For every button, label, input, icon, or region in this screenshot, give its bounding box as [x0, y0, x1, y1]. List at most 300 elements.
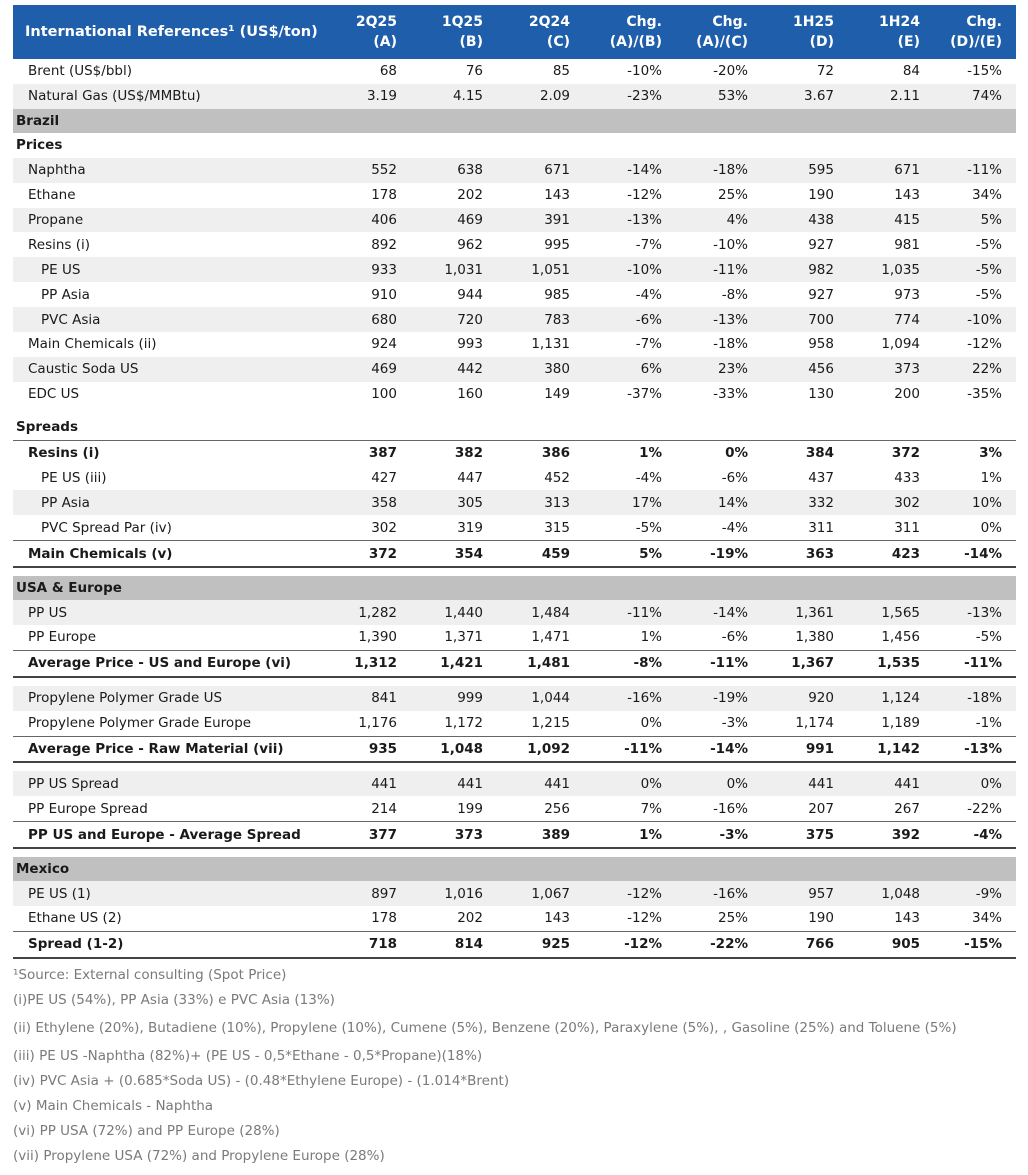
row-label: Caustic Soda US — [13, 357, 318, 382]
table-row — [13, 881, 1016, 906]
table-cell: 459 — [497, 541, 584, 567]
table-cell: 311 — [894, 519, 920, 536]
table-cell: 441 — [411, 771, 497, 796]
table-cell: -4% — [934, 822, 1016, 848]
table-row — [13, 541, 1016, 567]
row-label: Average Price - US and Europe (vi) — [13, 650, 318, 676]
table-cell: 958 — [808, 336, 834, 353]
table-cell: 1,067 — [497, 881, 584, 906]
footnote: (ii) Ethylene (20%), Butadiene (10%), Propylene (10%), Cumene (5%), Benzene (20%), Paraxylene (5%), , Gasoline (25%) and Toluene (5%) — [13, 1019, 957, 1036]
table-row — [13, 183, 1016, 208]
table-cell: 1,172 — [444, 715, 483, 732]
table-cell: 373 — [848, 357, 934, 382]
table-cell: 84 — [902, 63, 920, 80]
table-cell: 423 — [848, 541, 934, 567]
table-cell: -16% — [584, 686, 676, 711]
row-label: PP Asia — [41, 286, 90, 303]
table-row — [13, 736, 1016, 762]
table-cell: 441 — [497, 771, 584, 796]
row-label: Brent (US$/bbl) — [28, 63, 132, 80]
table-cell: 1% — [980, 470, 1002, 487]
table-cell: -8% — [584, 650, 676, 676]
row-label: Natural Gas (US$/MMBtu) — [13, 84, 318, 109]
row-label: PE US — [13, 257, 318, 282]
table-cell: -12% — [584, 931, 676, 957]
table-cell: 363 — [762, 541, 848, 567]
table-cell: 957 — [762, 881, 848, 906]
table-cell: -12% — [627, 910, 662, 927]
table-cell: 25% — [717, 910, 748, 927]
table-cell: 313 — [497, 490, 584, 515]
table-cell: -11% — [584, 600, 676, 625]
table-cell: 74% — [934, 84, 1016, 109]
references-table-container — [13, 5, 1016, 1169]
table-cell: 415 — [848, 208, 934, 233]
table-cell: 905 — [848, 931, 934, 957]
table-cell: 783 — [497, 307, 584, 332]
table-cell: -6% — [721, 470, 748, 487]
table-cell: -12% — [584, 881, 676, 906]
col-header-1q25: 1Q25 (B) — [411, 5, 497, 59]
table-cell: -22% — [967, 800, 1002, 817]
table-cell: 0% — [584, 771, 676, 796]
table-cell: 469 — [411, 208, 497, 233]
table-cell: 311 — [808, 519, 834, 536]
table-cell: 720 — [411, 307, 497, 332]
footnote: ¹Source: External consulting (Spot Price) — [13, 966, 287, 983]
table-cell: 178 — [371, 910, 397, 927]
row-label: Brazil — [13, 109, 1016, 133]
table-cell: -4% — [721, 519, 748, 536]
table-cell: 920 — [762, 686, 848, 711]
table-cell: 267 — [894, 800, 920, 817]
table-title: International References¹ (US$/ton) — [13, 5, 318, 59]
table-cell: 814 — [411, 931, 497, 957]
table-cell: -1% — [975, 715, 1002, 732]
table-cell: 962 — [457, 236, 483, 253]
table-cell: 438 — [762, 208, 848, 233]
table-cell: 22% — [934, 357, 1016, 382]
table-row — [13, 625, 1016, 650]
table-cell: 25% — [717, 187, 748, 204]
row-label: PP US Spread — [13, 771, 318, 796]
footnote: (vi) PP USA (72%) and PP Europe (28%) — [13, 1122, 280, 1139]
table-cell: -11% — [584, 736, 676, 762]
table-row — [13, 822, 1016, 848]
table-cell: 1,044 — [497, 686, 584, 711]
table-cell: 1,016 — [411, 881, 497, 906]
table-cell: 34% — [971, 187, 1002, 204]
table-cell: -5% — [934, 257, 1016, 282]
table-cell: 202 — [457, 187, 483, 204]
table-cell: 1,456 — [881, 629, 920, 646]
table-cell: 1,390 — [358, 629, 397, 646]
table-cell: 375 — [762, 822, 848, 848]
table-cell: 143 — [894, 187, 920, 204]
row-label: EDC US — [28, 386, 80, 403]
table-cell: 1,174 — [795, 715, 834, 732]
table-cell: -37% — [627, 386, 662, 403]
table-cell: -23% — [584, 84, 676, 109]
row-label: PP US and Europe - Average Spread — [13, 822, 318, 848]
row-label: Main Chemicals (v) — [13, 541, 318, 567]
table-cell: 1,031 — [411, 257, 497, 282]
table-cell: 373 — [411, 822, 497, 848]
table-cell: 441 — [848, 771, 934, 796]
table-cell: 302 — [848, 490, 934, 515]
table-cell: 638 — [411, 158, 497, 183]
table-cell: 1,094 — [881, 336, 920, 353]
table-cell: 149 — [544, 386, 570, 403]
table-cell: -19% — [676, 541, 762, 567]
row-label: Resins (i) — [28, 236, 91, 253]
table-row — [13, 307, 1016, 332]
table-cell: 0% — [676, 440, 762, 465]
row-label: Prices — [16, 137, 63, 154]
col-header-chg-d-e: Chg. (D)/(E) — [934, 5, 1016, 59]
table-cell: 358 — [318, 490, 411, 515]
table-cell: 1% — [640, 629, 662, 646]
table-cell: 1,176 — [358, 715, 397, 732]
table-row — [13, 906, 1016, 931]
table-cell: 0% — [980, 519, 1002, 536]
table-cell: 985 — [544, 286, 570, 303]
table-cell: 14% — [676, 490, 762, 515]
table-cell: 392 — [848, 822, 934, 848]
section-header — [13, 576, 1016, 600]
table-cell: -12% — [967, 336, 1002, 353]
table-cell: 1,142 — [848, 736, 934, 762]
table-cell: 389 — [497, 822, 584, 848]
table-cell: 1,189 — [881, 715, 920, 732]
table-cell: 6% — [584, 357, 676, 382]
table-cell: -10% — [584, 257, 676, 282]
table-cell: 700 — [762, 307, 848, 332]
table-cell: 1,048 — [848, 881, 934, 906]
table-row — [13, 711, 1016, 736]
table-cell: 892 — [371, 236, 397, 253]
table-row — [13, 466, 1016, 491]
table-cell: 774 — [848, 307, 934, 332]
table-cell: 441 — [762, 771, 848, 796]
table-cell: -3% — [676, 822, 762, 848]
section-header — [13, 857, 1016, 881]
table-cell: -6% — [584, 307, 676, 332]
table-cell: 1,481 — [497, 650, 584, 676]
table-cell: -4% — [635, 286, 662, 303]
table-cell: -14% — [676, 600, 762, 625]
table-cell: 202 — [457, 910, 483, 927]
table-cell: -12% — [627, 187, 662, 204]
table-cell: -11% — [934, 650, 1016, 676]
row-label: Propane — [13, 208, 318, 233]
table-cell: 1,421 — [411, 650, 497, 676]
table-cell: 68 — [379, 63, 397, 80]
col-header-2q25: 2Q25 (A) — [318, 5, 411, 59]
section-header — [13, 109, 1016, 133]
table-cell: 0% — [676, 771, 762, 796]
table-cell: 178 — [371, 187, 397, 204]
table-cell: -15% — [934, 931, 1016, 957]
table-cell: 1,131 — [531, 336, 570, 353]
footnote: (v) Main Chemicals - Naphtha — [13, 1097, 214, 1114]
table-cell: 10% — [934, 490, 1016, 515]
table-cell: 380 — [497, 357, 584, 382]
row-label: PP Europe Spread — [28, 800, 148, 817]
row-label: PP Asia — [13, 490, 318, 515]
subsection-header — [13, 133, 1016, 158]
table-cell: -33% — [713, 386, 748, 403]
table-cell: 766 — [762, 931, 848, 957]
table-cell: 387 — [318, 440, 411, 465]
col-header-1h24: 1H24 (E) — [848, 5, 934, 59]
table-cell: 2.09 — [497, 84, 584, 109]
row-label: Mexico — [13, 857, 1016, 881]
table-cell: 315 — [544, 519, 570, 536]
table-cell: -13% — [584, 208, 676, 233]
table-cell: 5% — [934, 208, 1016, 233]
table-cell: -13% — [934, 736, 1016, 762]
table-cell: -11% — [934, 158, 1016, 183]
table-row — [13, 158, 1016, 183]
table-cell: -16% — [713, 800, 748, 817]
table-row — [13, 332, 1016, 357]
table-cell: -14% — [934, 541, 1016, 567]
row-label: Spread (1-2) — [13, 931, 318, 957]
row-label: Spreads — [16, 419, 79, 436]
table-cell: 160 — [457, 386, 483, 403]
table-cell: 991 — [762, 736, 848, 762]
footnotes — [13, 963, 1016, 1169]
table-cell: -5% — [975, 286, 1002, 303]
international-references-table — [13, 5, 1016, 959]
table-row — [13, 440, 1016, 465]
table-row — [13, 208, 1016, 233]
table-cell: 372 — [318, 541, 411, 567]
footnote: (i)PE US (54%), PP Asia (33%) e PVC Asia (13%) — [13, 991, 335, 1008]
table-cell: 1,092 — [497, 736, 584, 762]
table-cell: -7% — [635, 236, 662, 253]
table-cell: 452 — [544, 470, 570, 487]
table-cell: 85 — [552, 63, 570, 80]
row-label: PP Europe — [28, 629, 97, 646]
table-cell: -8% — [721, 286, 748, 303]
table-cell: 3.67 — [762, 84, 848, 109]
table-cell: 190 — [808, 910, 834, 927]
table-cell: 427 — [371, 470, 397, 487]
row-spacer — [13, 567, 1016, 576]
table-cell: 386 — [497, 440, 584, 465]
table-cell: 53% — [676, 84, 762, 109]
table-cell: 1,124 — [848, 686, 934, 711]
row-label: Ethane — [28, 187, 76, 204]
table-cell: 406 — [318, 208, 411, 233]
table-cell: 671 — [497, 158, 584, 183]
table-cell: 1,361 — [762, 600, 848, 625]
row-spacer — [13, 677, 1016, 686]
table-cell: 1,565 — [848, 600, 934, 625]
table-row — [13, 59, 1016, 84]
table-cell: 1,371 — [444, 629, 483, 646]
row-label: PE US (iii) — [41, 470, 107, 487]
table-cell: -14% — [676, 736, 762, 762]
table-cell: 944 — [457, 286, 483, 303]
table-row — [13, 382, 1016, 407]
table-cell: 995 — [544, 236, 570, 253]
table-row — [13, 357, 1016, 382]
table-cell: 1,215 — [531, 715, 570, 732]
table-cell: -6% — [721, 629, 748, 646]
table-cell: 442 — [411, 357, 497, 382]
table-row — [13, 650, 1016, 676]
table-cell: 437 — [808, 470, 834, 487]
row-label: PVC Spread Par (iv) — [41, 519, 172, 536]
table-cell: 3% — [934, 440, 1016, 465]
table-row — [13, 771, 1016, 796]
row-label: Ethane US (2) — [28, 910, 122, 927]
table-cell: 1% — [584, 440, 676, 465]
table-cell: 72 — [816, 63, 834, 80]
table-cell: 354 — [411, 541, 497, 567]
table-cell: 256 — [544, 800, 570, 817]
col-header-1h25: 1H25 (D) — [762, 5, 848, 59]
table-row — [13, 257, 1016, 282]
table-cell: 469 — [318, 357, 411, 382]
table-cell: 23% — [676, 357, 762, 382]
table-cell: 973 — [894, 286, 920, 303]
table-row — [13, 931, 1016, 957]
table-cell: 1,048 — [411, 736, 497, 762]
table-cell: 391 — [497, 208, 584, 233]
table-cell: 76 — [465, 63, 483, 80]
table-cell: -4% — [635, 470, 662, 487]
table-cell: 382 — [411, 440, 497, 465]
table-cell: 302 — [371, 519, 397, 536]
table-cell: 552 — [318, 158, 411, 183]
table-cell: 933 — [318, 257, 411, 282]
table-cell: 305 — [411, 490, 497, 515]
table-cell: 143 — [894, 910, 920, 927]
table-cell: -15% — [967, 63, 1002, 80]
table-cell: -22% — [676, 931, 762, 957]
footnote: (vii) Propylene USA (72%) and Propylene Europe (28%) — [13, 1147, 385, 1164]
row-label: Naphtha — [13, 158, 318, 183]
row-spacer — [13, 407, 1016, 415]
row-label: Propylene Polymer Grade US — [13, 686, 318, 711]
row-spacer — [13, 762, 1016, 771]
table-cell: 4.15 — [411, 84, 497, 109]
table-cell: 332 — [762, 490, 848, 515]
table-cell: -13% — [676, 307, 762, 332]
table-cell: 207 — [808, 800, 834, 817]
table-cell: 1% — [584, 822, 676, 848]
table-cell: 7% — [640, 800, 662, 817]
table-cell: 100 — [371, 386, 397, 403]
table-cell: -5% — [975, 629, 1002, 646]
table-cell: -5% — [635, 519, 662, 536]
table-row — [13, 490, 1016, 515]
table-cell: -10% — [627, 63, 662, 80]
table-cell: 1,312 — [318, 650, 411, 676]
table-cell: -35% — [967, 386, 1002, 403]
table-row — [13, 686, 1016, 711]
footnote: (iv) PVC Asia + (0.685*Soda US) - (0.48*Ethylene Europe) - (1.014*Brent) — [13, 1072, 510, 1089]
table-cell: 0% — [934, 771, 1016, 796]
table-cell: 190 — [808, 187, 834, 204]
subsection-header — [13, 415, 1016, 441]
row-spacer — [13, 848, 1016, 857]
table-cell: 927 — [808, 286, 834, 303]
table-cell: -19% — [676, 686, 762, 711]
table-cell: 982 — [762, 257, 848, 282]
table-cell: 924 — [371, 336, 397, 353]
table-cell: 433 — [894, 470, 920, 487]
table-cell: 1,035 — [848, 257, 934, 282]
table-cell: 841 — [318, 686, 411, 711]
col-header-2q24: 2Q24 (C) — [497, 5, 584, 59]
table-row — [13, 232, 1016, 257]
table-cell: 372 — [848, 440, 934, 465]
row-label: PE US (1) — [13, 881, 318, 906]
table-cell: 1,471 — [531, 629, 570, 646]
table-cell: -11% — [676, 650, 762, 676]
row-label: PP US — [13, 600, 318, 625]
table-cell: 595 — [762, 158, 848, 183]
table-cell: 214 — [371, 800, 397, 817]
table-cell: 1,535 — [848, 650, 934, 676]
table-cell: 1,367 — [762, 650, 848, 676]
table-cell: 456 — [762, 357, 848, 382]
table-cell: -18% — [934, 686, 1016, 711]
col-header-chg-a-b: Chg. (A)/(B) — [584, 5, 676, 59]
table-cell: 199 — [457, 800, 483, 817]
col-header-chg-a-c: Chg. (A)/(C) — [676, 5, 762, 59]
table-cell: 1,051 — [497, 257, 584, 282]
table-cell: -20% — [713, 63, 748, 80]
table-cell: 441 — [318, 771, 411, 796]
table-cell: 1,282 — [318, 600, 411, 625]
table-cell: 4% — [676, 208, 762, 233]
table-cell: 384 — [762, 440, 848, 465]
table-cell: 1,484 — [497, 600, 584, 625]
table-cell: 2.11 — [848, 84, 934, 109]
table-cell: 993 — [457, 336, 483, 353]
table-cell: -10% — [934, 307, 1016, 332]
table-cell: 999 — [411, 686, 497, 711]
table-cell: 447 — [457, 470, 483, 487]
table-cell: 200 — [894, 386, 920, 403]
table-cell: 3.19 — [318, 84, 411, 109]
table-cell: -13% — [934, 600, 1016, 625]
row-label: PVC Asia — [13, 307, 318, 332]
row-label: Main Chemicals (ii) — [28, 336, 157, 353]
table-cell: 935 — [318, 736, 411, 762]
table-cell: 981 — [894, 236, 920, 253]
row-label: Propylene Polymer Grade Europe — [28, 715, 252, 732]
table-cell: 377 — [318, 822, 411, 848]
table-cell: 718 — [318, 931, 411, 957]
table-cell: -10% — [713, 236, 748, 253]
table-cell: 130 — [808, 386, 834, 403]
table-cell: 0% — [640, 715, 662, 732]
row-label: Resins (i) — [13, 440, 318, 465]
table-cell: -16% — [676, 881, 762, 906]
row-label: USA & Europe — [13, 576, 1016, 600]
table-cell: 680 — [318, 307, 411, 332]
table-cell: -18% — [713, 336, 748, 353]
table-cell: 1,440 — [411, 600, 497, 625]
table-cell: -7% — [635, 336, 662, 353]
